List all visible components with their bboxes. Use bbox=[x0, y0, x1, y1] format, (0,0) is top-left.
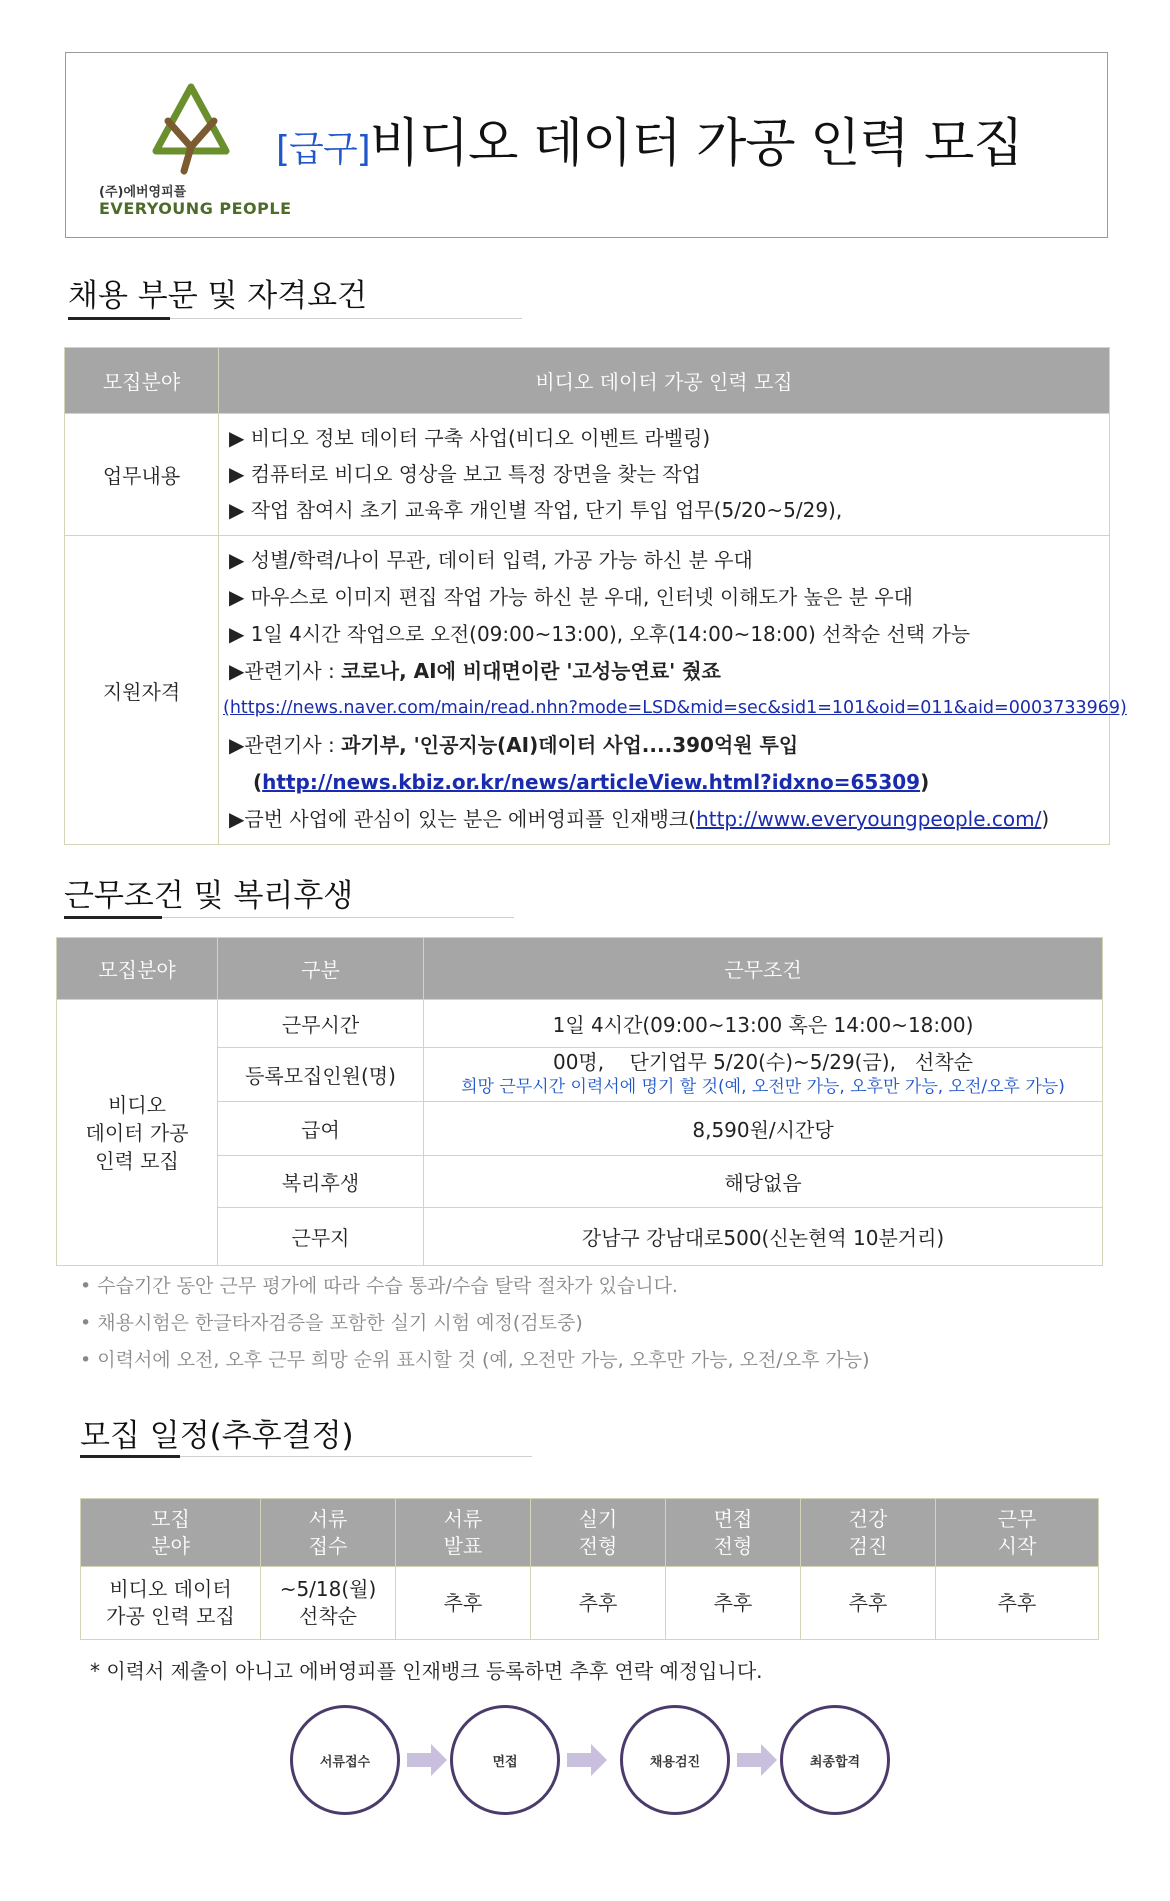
article-2-link-row bbox=[229, 764, 1099, 801]
page-title bbox=[276, 101, 1023, 176]
paren-open: ( bbox=[253, 770, 263, 794]
schedule-table bbox=[80, 1498, 1099, 1640]
headcount-note: 희망 근무시간 이력서에 명기 할 것(예, 오전만 가능, 오후만 가능, 오전/오후 가능) bbox=[461, 1076, 1065, 1097]
schedule-cell: 추후 bbox=[801, 1567, 936, 1640]
paren-close: ) bbox=[1041, 807, 1050, 831]
section-divider bbox=[64, 917, 514, 918]
schedule-header: 건강 검진 bbox=[801, 1499, 936, 1567]
hiring-process bbox=[290, 1705, 890, 1815]
duty-list bbox=[219, 414, 1110, 536]
qual-item: ▶ 1일 4시간 작업으로 오전(09:00~13:00), 오후(14:00~18:00) 선착순 선택 가능 bbox=[229, 622, 971, 646]
schedule-header: 근무 시작 bbox=[936, 1499, 1099, 1567]
article-1-link[interactable]: (https://news.naver.com/main/read.nhn?mode=LSD&mid=sec&sid1=101&oid=011&aid=0003733969) bbox=[223, 698, 1127, 718]
duty-item: ▶ 컴퓨터로 비디오 영상을 보고 특정 장면을 찾는 작업 bbox=[229, 462, 701, 486]
section-divider bbox=[68, 318, 522, 319]
article-prefix: ▶관련기사 : bbox=[229, 659, 342, 683]
arrow-right-icon bbox=[567, 1744, 607, 1776]
article-prefix: ▶관련기사 : bbox=[229, 733, 342, 757]
schedule-header: 실기 전형 bbox=[531, 1499, 666, 1567]
article-2 bbox=[229, 727, 1099, 764]
schedule-header: 면접 전형 bbox=[666, 1499, 801, 1567]
duty-item: ▶ 비디오 정보 데이터 구축 사업(비디오 이벤트 라벨링) bbox=[229, 426, 711, 450]
requirements-table bbox=[64, 347, 1127, 845]
logo-korean-name: (주)에버영피플 bbox=[99, 185, 187, 200]
qual-item: ▶ 성별/학력/나이 무관, 데이터 입력, 가공 가능 하신 분 우대 bbox=[229, 548, 753, 572]
note-item: • 수습기간 동안 근무 평가에 따라 수습 통과/수습 탈락 절차가 있습니다. bbox=[80, 1275, 678, 1297]
schedule-header: 모집 분야 bbox=[81, 1499, 261, 1567]
duty-label: 업무내용 bbox=[65, 414, 219, 536]
duty-item: ▶ 작업 참여시 초기 교육후 개인별 작업, 단기 투입 업무(5/20~5/29), bbox=[229, 498, 843, 522]
note-item: • 이력서에 오전, 오후 근무 희망 순위 표시할 것 (예, 오전만 가능, 오후만 가능, 오전/오후 가능) bbox=[80, 1349, 870, 1371]
urgent-tag: [급구] bbox=[276, 129, 370, 170]
talent-bank-text: ▶금번 사업에 관심이 있는 분은 에버영피플 인재뱅크( bbox=[229, 807, 697, 831]
row-value-pay: 8,590원/시간당 bbox=[424, 1102, 1103, 1156]
page-header bbox=[65, 52, 1108, 238]
paren-close: ) bbox=[920, 770, 930, 794]
schedule-header: 서류 접수 bbox=[261, 1499, 396, 1567]
schedule-cell: 추후 bbox=[936, 1567, 1099, 1640]
article-1-link-row bbox=[223, 690, 1127, 727]
step-interview: 면접 bbox=[450, 1705, 560, 1815]
field-line: 비디오 bbox=[108, 1092, 166, 1117]
qualification-list bbox=[219, 536, 1127, 845]
step-final-pass: 최종합격 bbox=[780, 1705, 890, 1815]
schedule-cell: 추후 bbox=[531, 1567, 666, 1640]
article-1 bbox=[229, 653, 1099, 690]
title-text: 비디오 데이터 가공 인력 모집 bbox=[369, 114, 1023, 174]
qualification-label: 지원자격 bbox=[65, 536, 219, 845]
row-label-pay: 급여 bbox=[218, 1102, 424, 1156]
schedule-header: 서류 발표 bbox=[396, 1499, 531, 1567]
header-condition: 근무조건 bbox=[424, 938, 1103, 1000]
schedule-cell: 추후 bbox=[666, 1567, 801, 1640]
header-field: 모집분야 bbox=[57, 938, 218, 1000]
step-document: 서류접수 bbox=[290, 1705, 400, 1815]
article-1-title: 코로나, AI에 비대면이란 '고성능연료' 줬죠 bbox=[341, 659, 721, 683]
schedule-cell: 추후 bbox=[396, 1567, 531, 1640]
section-title-schedule: 모집 일정(추후결정) bbox=[80, 1418, 354, 1454]
header-position: 비디오 데이터 가공 인력 모집 bbox=[219, 348, 1110, 414]
row-value-hours: 1일 4시간(09:00~13:00 혹은 14:00~18:00) bbox=[424, 1000, 1103, 1048]
arrow-right-icon bbox=[407, 1744, 447, 1776]
row-label-headcount: 등록모집인원(명) bbox=[218, 1048, 424, 1102]
talent-bank-row bbox=[229, 801, 1099, 838]
header-category: 구분 bbox=[218, 938, 424, 1000]
section-divider bbox=[80, 1456, 532, 1457]
conditions-table bbox=[56, 937, 1103, 1266]
section-title-conditions: 근무조건 및 복리후생 bbox=[64, 878, 354, 914]
field-cell bbox=[57, 1000, 218, 1266]
qual-item: ▶ 마우스로 이미지 편집 작업 가능 하신 분 우대, 인터넷 이해도가 높은 분 우대 bbox=[229, 585, 913, 609]
talent-bank-link[interactable]: http://www.everyoungpeople.com/ bbox=[696, 807, 1042, 831]
logo-english-name: EVERYOUNG PEOPLE bbox=[99, 199, 292, 218]
section-title-requirements: 채용 부문 및 자격요건 bbox=[68, 278, 368, 314]
schedule-cell: 비디오 데이터 가공 인력 모집 bbox=[81, 1567, 261, 1640]
field-line: 인력 모집 bbox=[95, 1148, 179, 1173]
row-label-hours: 근무시간 bbox=[218, 1000, 424, 1048]
schedule-cell: ~5/18(월) 선착순 bbox=[261, 1567, 396, 1640]
arrow-right-icon bbox=[737, 1744, 777, 1776]
row-label-benefits: 복리후생 bbox=[218, 1156, 424, 1208]
step-health-check: 채용검진 bbox=[620, 1705, 730, 1815]
company-logo-icon bbox=[146, 79, 236, 179]
conditions-notes bbox=[80, 1268, 870, 1379]
row-value-location: 강남구 강남대로500(신논현역 10분거리) bbox=[424, 1208, 1103, 1266]
field-line: 데이터 가공 bbox=[85, 1120, 189, 1145]
row-value-headcount bbox=[424, 1048, 1103, 1102]
article-2-title: 과기부, '인공지능(AI)데이터 사업....390억원 투입 bbox=[341, 733, 799, 757]
headcount-text: 00명, 단기업무 5/20(수)~5/29(금), 선착순 bbox=[552, 1049, 974, 1074]
registration-footnote: * 이력서 제출이 아니고 에버영피플 인재뱅크 등록하면 추후 연락 예정입니다. bbox=[90, 1659, 763, 1683]
article-2-link[interactable]: http://news.kbiz.or.kr/news/articleView.html?idxno=65309 bbox=[262, 770, 921, 794]
row-value-benefits: 해당없음 bbox=[424, 1156, 1103, 1208]
header-field: 모집분야 bbox=[65, 348, 219, 414]
note-item: • 채용시험은 한글타자검증을 포함한 실기 시험 예정(검토중) bbox=[80, 1312, 583, 1334]
row-label-location: 근무지 bbox=[218, 1208, 424, 1266]
